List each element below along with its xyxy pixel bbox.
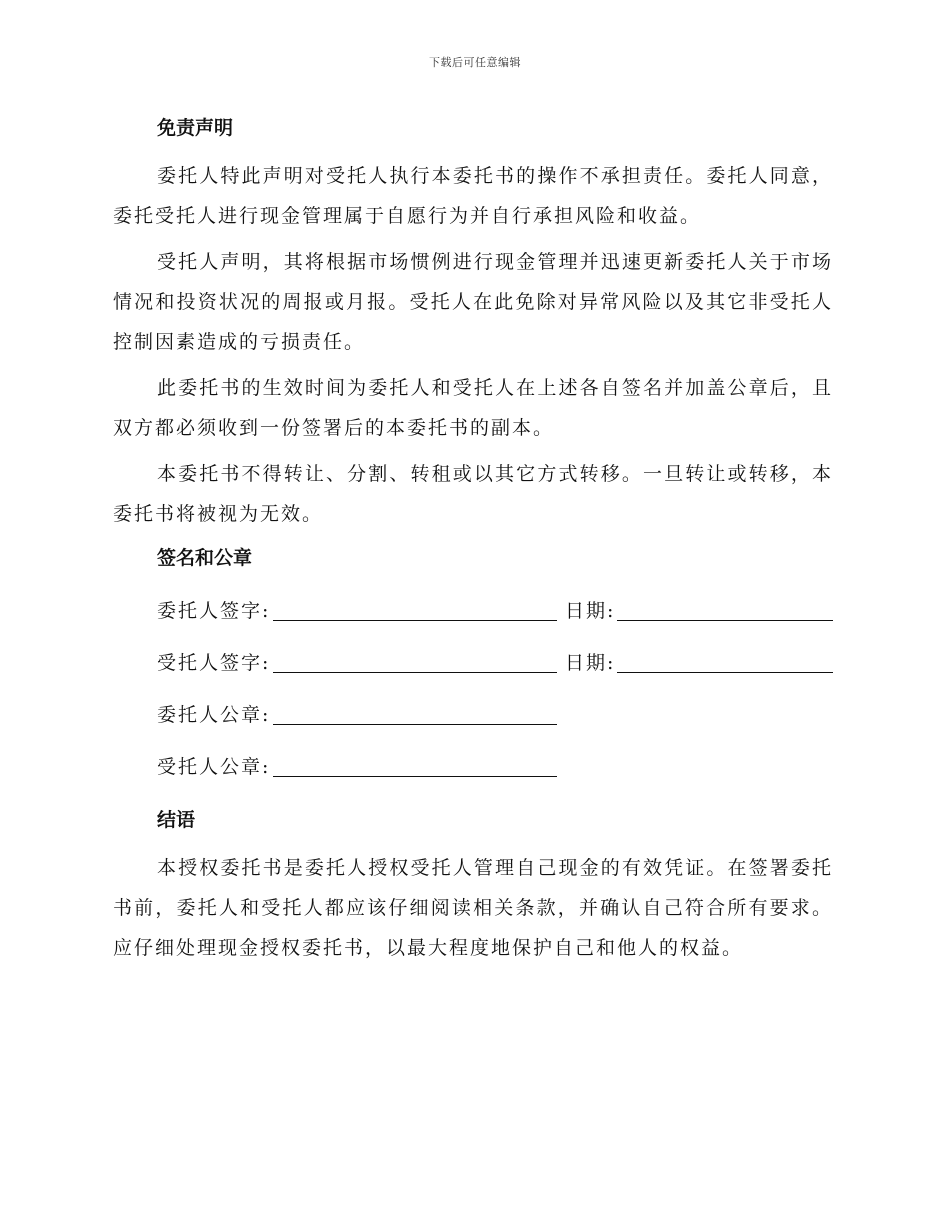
conclusion-heading: 结语: [157, 809, 196, 831]
agent-signature-row: [113, 638, 833, 690]
principal-signature-row: [113, 586, 833, 638]
disclaimer-paragraph: 委托人特此声明对受托人执行本委托书的操作不承担责任。委托人同意，委托受托人进行现金管理属于自愿行为并自行承担风险和收益。: [113, 165, 833, 227]
principal-sign-label: 委托人签字:: [157, 600, 271, 622]
principal-seal-line[interactable]: [273, 724, 557, 725]
principal-date-label: 日期:: [565, 600, 616, 622]
disclaimer-paragraph: 此委托书的生效时间为委托人和受托人在上述各自签名并加盖公章后，且双方都必须收到一份签署后的本委托书的副本。: [113, 377, 833, 439]
header-note: 下载后可任意编辑: [429, 56, 521, 69]
conclusion-paragraph: 本授权委托书是委托人授权受托人管理自己现金的有效凭证。在签署委托书前，委托人和受托人都应该仔细阅读相关条款，并确认自己符合所有要求。应仔细处理现金授权委托书，以最大程度地保护自己和他人的权益。: [113, 857, 833, 959]
agent-seal-label: 受托人公章:: [157, 756, 271, 778]
agent-sign-line[interactable]: [273, 672, 557, 673]
signatures-heading: 签名和公章: [157, 547, 253, 569]
document-body: [113, 110, 833, 974]
disclaimer-heading: 免责声明: [157, 117, 234, 139]
disclaimer-paragraph: 本委托书不得转让、分割、转租或以其它方式转移。一旦转让或转移，本委托书将被视为无效。: [113, 463, 833, 525]
agent-date-line[interactable]: [617, 672, 833, 673]
principal-seal-label: 委托人公章:: [157, 704, 271, 726]
agent-sign-label: 受托人签字:: [157, 652, 271, 674]
agent-date-label: 日期:: [565, 652, 616, 674]
agent-seal-line[interactable]: [273, 776, 557, 777]
principal-sign-line[interactable]: [273, 620, 557, 621]
principal-date-line[interactable]: [617, 620, 833, 621]
principal-seal-row: [113, 690, 833, 742]
disclaimer-paragraph: 受托人声明，其将根据市场惯例进行现金管理并迅速更新委托人关于市场情况和投资状况的周报或月报。受托人在此免除对异常风险以及其它非受托人控制因素造成的亏损责任。: [113, 251, 833, 353]
agent-seal-row: [113, 742, 833, 794]
